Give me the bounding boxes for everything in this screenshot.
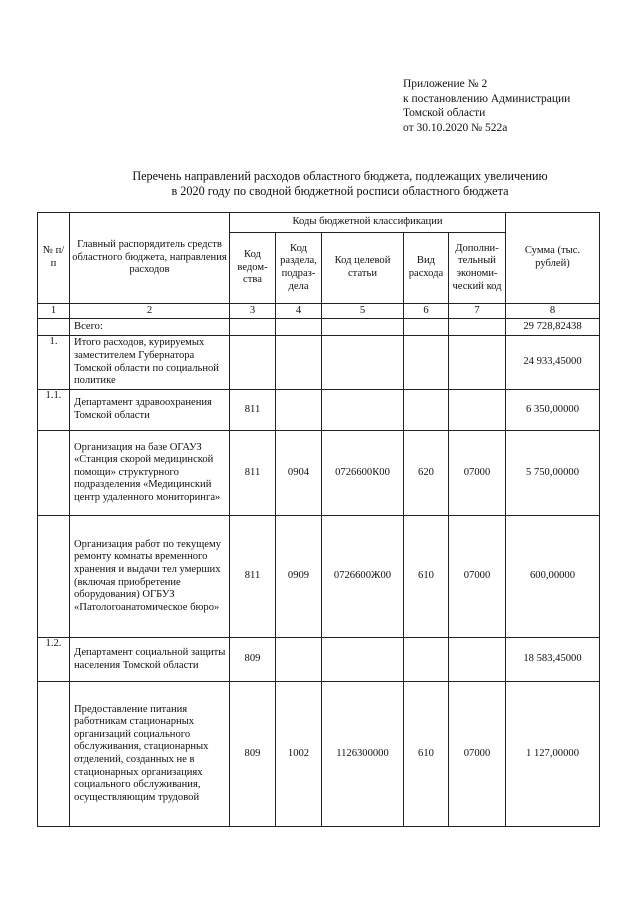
column-number: 3 — [230, 304, 276, 319]
header-section-code: Код раздела, подраз-дела — [276, 233, 322, 304]
row-expense-type — [404, 638, 449, 682]
column-number: 8 — [506, 304, 600, 319]
row-name: Организация на базе ОГАУЗ «Станция скорой медицинской помощи» структурного подразделения «Медицинский центр удаленного мониторинга» — [70, 431, 230, 516]
header-codes-group: Коды бюджетной классификации — [230, 213, 506, 233]
appendix-line-3: Томской области — [403, 107, 486, 119]
row-extra-code — [449, 319, 506, 336]
row-section-code — [276, 390, 322, 431]
table-row — [38, 390, 600, 431]
row-dept-code: 809 — [230, 682, 276, 827]
row-sum: 6 350,00000 — [506, 390, 600, 431]
row-expense-type: 610 — [404, 682, 449, 827]
row-sum: 1 127,00000 — [506, 682, 600, 827]
row-num — [38, 682, 70, 827]
row-name: Всего: — [70, 319, 230, 336]
row-dept-code: 811 — [230, 390, 276, 431]
header-dept-code: Код ведом-ства — [230, 233, 276, 304]
row-sum: 600,00000 — [506, 516, 600, 638]
row-dept-code — [230, 336, 276, 390]
row-name: Департамент здравоохранения Томской области — [70, 390, 230, 431]
row-extra-code: 07000 — [449, 516, 506, 638]
row-num — [38, 516, 70, 638]
row-extra-code — [449, 390, 506, 431]
table-row — [38, 682, 600, 827]
row-dept-code: 811 — [230, 431, 276, 516]
row-target-code: 0726600Ж00 — [322, 516, 404, 638]
document-title — [60, 169, 620, 199]
appendix-line-4: от 30.10.2020 № 522а — [403, 121, 508, 134]
header-target-code: Код целевой статьи — [322, 233, 404, 304]
column-number: 2 — [70, 304, 230, 319]
title-line-1: Перечень направлений расходов областного бюджета, подлежащих увеличению — [132, 169, 548, 183]
row-target-code: 0726600К00 — [322, 431, 404, 516]
row-extra-code: 07000 — [449, 682, 506, 827]
appendix-block — [403, 77, 570, 135]
row-extra-code: 07000 — [449, 431, 506, 516]
column-number: 1 — [38, 304, 70, 319]
table-row — [38, 336, 600, 390]
row-target-code: 1126300000 — [322, 682, 404, 827]
row-name: Департамент социальной защиты населения Томской области — [70, 638, 230, 682]
row-section-code — [276, 336, 322, 390]
table-row — [38, 638, 600, 682]
row-section-code: 0909 — [276, 516, 322, 638]
row-target-code — [322, 336, 404, 390]
title-line-2: в 2020 году по сводной бюджетной росписи областного бюджета — [171, 184, 509, 198]
header-sum: Сумма (тыс. рублей) — [506, 213, 600, 304]
table-row — [38, 516, 600, 638]
row-expense-type: 610 — [404, 516, 449, 638]
budget-table — [37, 212, 600, 827]
row-num: 1. — [38, 336, 70, 390]
row-sum: 5 750,00000 — [506, 431, 600, 516]
row-expense-type: 620 — [404, 431, 449, 516]
row-section-code: 1002 — [276, 682, 322, 827]
row-target-code — [322, 638, 404, 682]
header-manager: Главный распорядитель средств областного бюджета, направления расходов — [70, 213, 230, 304]
appendix-line-2: к постановлению Администрации — [403, 92, 571, 105]
row-expense-type — [404, 390, 449, 431]
row-extra-code — [449, 336, 506, 390]
row-num: 1.2. — [38, 638, 70, 682]
row-num — [38, 431, 70, 516]
appendix-line-1: Приложение № 2 — [403, 78, 488, 90]
table-row — [38, 431, 600, 516]
row-section-code — [276, 319, 322, 336]
row-num — [38, 319, 70, 336]
row-extra-code — [449, 638, 506, 682]
row-section-code: 0904 — [276, 431, 322, 516]
column-number: 7 — [449, 304, 506, 319]
row-target-code — [322, 390, 404, 431]
column-number-row — [38, 304, 600, 319]
row-target-code — [322, 319, 404, 336]
column-number: 4 — [276, 304, 322, 319]
header-expense-type: Вид расхода — [404, 233, 449, 304]
table-row — [38, 319, 600, 336]
header-extra-code: Дополни-тельный экономи-ческий код — [449, 233, 506, 304]
row-dept-code — [230, 319, 276, 336]
row-sum: 29 728,82438 — [506, 319, 600, 336]
header-num: № п/п — [38, 213, 70, 304]
column-number: 5 — [322, 304, 404, 319]
row-name: Организация работ по текущему ремонту комнаты временного хранения и выдачи тел умерших (включая приобретение оборудования) ОГБУЗ «Патологоанатомическое бюро» — [70, 516, 230, 638]
row-expense-type — [404, 336, 449, 390]
row-dept-code: 809 — [230, 638, 276, 682]
row-sum: 24 933,45000 — [506, 336, 600, 390]
column-number: 6 — [404, 304, 449, 319]
row-sum: 18 583,45000 — [506, 638, 600, 682]
row-section-code — [276, 638, 322, 682]
row-num: 1.1. — [38, 390, 70, 431]
row-expense-type — [404, 319, 449, 336]
row-dept-code: 811 — [230, 516, 276, 638]
row-name: Итого расходов, курируемых заместителем Губернатора Томской области по социальной политике — [70, 336, 230, 390]
row-name: Предоставление питания работникам стационарных организаций социального обслуживания, стационарных отделений, созданных не в стационарных организациях социального обслуживания, осуществляющим трудовой — [70, 682, 230, 827]
